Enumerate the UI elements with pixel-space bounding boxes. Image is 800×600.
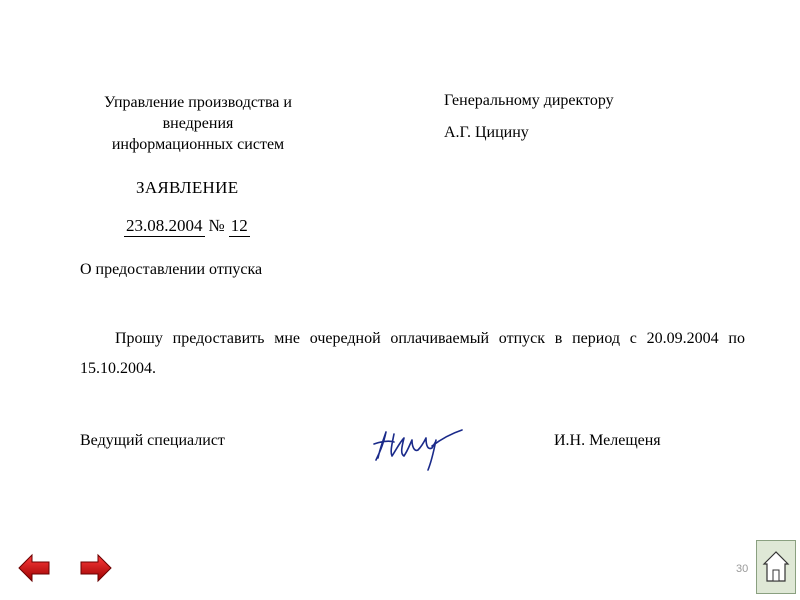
home-button[interactable] <box>756 540 796 594</box>
date-number-line <box>124 215 250 237</box>
home-icon <box>762 550 790 584</box>
document-type: ЗАЯВЛЕНИЕ <box>136 178 239 197</box>
handwritten-signature <box>370 420 466 474</box>
page-number: 30 <box>736 563 749 575</box>
document-subject: О предоставлении отпуска <box>80 261 263 278</box>
signer-position: Ведущий специалист <box>80 432 225 449</box>
org-line-2: внедрения <box>162 115 234 132</box>
addressee-name: А.Г. Цицину <box>444 124 529 141</box>
sender-organization <box>78 92 318 155</box>
prev-slide-button[interactable] <box>18 553 50 583</box>
number-sign: № <box>208 216 225 235</box>
next-slide-button[interactable] <box>80 553 112 583</box>
addressee-title: Генеральному директору <box>444 92 614 109</box>
right-arrow-icon <box>80 553 112 583</box>
document-body: Прошу предоставить мне очередной оплачиваемый отпуск в период с 20.09.2004 по 15.10.2004. <box>80 330 745 377</box>
signer-name: И.Н. Мелещеня <box>554 432 661 449</box>
org-line-1: Управление производства и <box>104 94 292 111</box>
document-date: 23.08.2004 <box>126 216 203 235</box>
left-arrow-icon <box>18 553 50 583</box>
document-number: 12 <box>230 216 248 235</box>
org-line-3: информационных систем <box>111 136 285 153</box>
